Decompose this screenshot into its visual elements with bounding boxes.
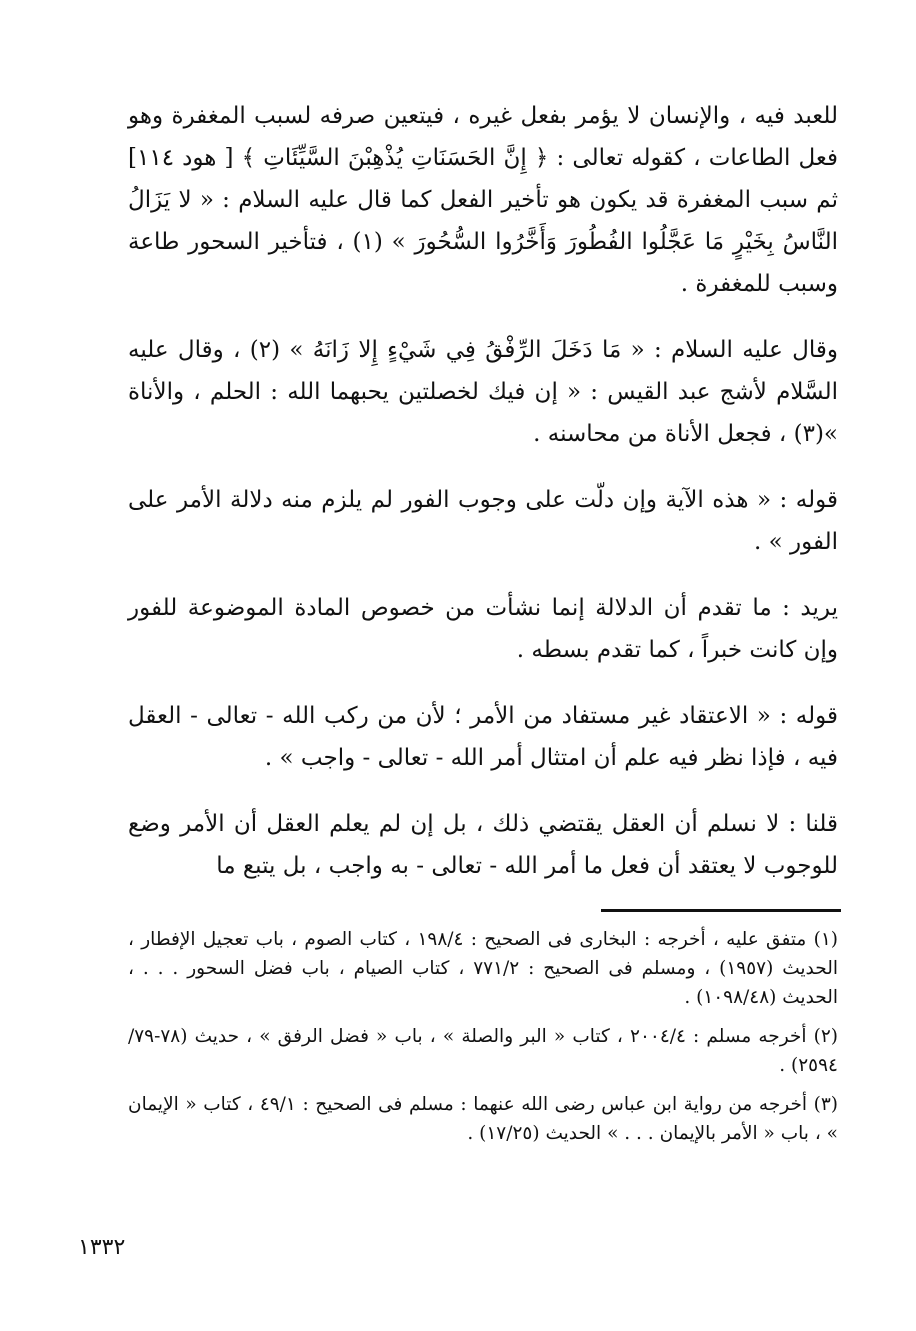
- paragraph-6: قلنا : لا نسلم أن العقل يقتضي ذلك ، بل إن لم يعلم العقل أن الأمر وضع للوجوب لا يعتقد أن فعل ما أمر الله - تعالى - به واجب ، بل يتبع ما: [128, 811, 838, 879]
- footnote-3: (٣) أخرجه من رواية ابن عباس رضى الله عنهما : مسلم فى الصحيح : ٤٩/١ ، كتاب « الإيمان » ، باب « الأمر بالإيمان . . . » الحديث (١٧/٢٥) .: [128, 1094, 838, 1144]
- footnote-2: (٢) أخرجه مسلم : ٢٠٠٤/٤ ، كتاب « البر والصلة » ، باب « فضل الرفق » ، حديث (٧٨-٧٩/ ٢٥٩٤) .: [128, 1026, 838, 1076]
- footnotes-section: [128, 925, 838, 1158]
- paragraph-2: وقال عليه السلام : « مَا دَخَلَ الرِّفْقُ فِي شَيْءٍ إِلا زَانَهُ » (٢) ، وقال عليه السَّلام لأشج عبد القيس : « إن فيك لخصلتين يحبهما الله : الحلم ، والأناة »(٣) ، فجعل الأناة من محاسنه .: [128, 337, 838, 447]
- footnote-1: (١) متفق عليه ، أخرجه : البخارى فى الصحيح : ١٩٨/٤ ، كتاب الصوم ، باب تعجيل الإفطار ، الحديث (١٩٥٧) ، ومسلم فى الصحيح : ٧٧١/٢ ، كتاب الصيام ، باب فضل السحور . . . ، الحديث (١٠٩٨/٤٨) .: [128, 929, 838, 1008]
- page-number: ١٣٣٢: [78, 1235, 126, 1260]
- paragraph-5: قوله : « الاعتقاد غير مستفاد من الأمر ؛ لأن من ركب الله - تعالى - العقل فيه ، فإذا نظر فيه علم أن امتثال أمر الله - تعالى - واجب » .: [128, 703, 838, 771]
- paragraph-3: قوله : « هذه الآية وإن دلّت على وجوب الفور لم يلزم منه دلالة الأمر على الفور » .: [128, 487, 838, 555]
- main-text-body: [128, 95, 838, 911]
- paragraph-1: للعبد فيه ، والإنسان لا يؤمر بفعل غيره ، فيتعين صرفه لسبب المغفرة وهو فعل الطاعات ، كقوله تعالى : ﴿ إِنَّ الحَسَنَاتِ يُذْهِبْنَ السَّيِّئَاتِ ﴾ [ هود ١١٤] ثم سبب المغفرة قد يكون هو تأخير الفعل كما قال عليه السلام : « لا يَزَالُ النَّاسُ بِخَيْرٍ مَا عَجَّلُوا الفُطُورَ وَأَخَّرُوا السُّحُورَ » (١) ، فتأخير السحور طاعة وسبب للمغفرة .: [128, 103, 838, 297]
- footnote-divider: [601, 909, 841, 912]
- paragraph-4: يريد : ما تقدم أن الدلالة إنما نشأت من خصوص المادة الموضوعة للفور وإن كانت خبراً ، كما تقدم بسطه .: [128, 595, 838, 663]
